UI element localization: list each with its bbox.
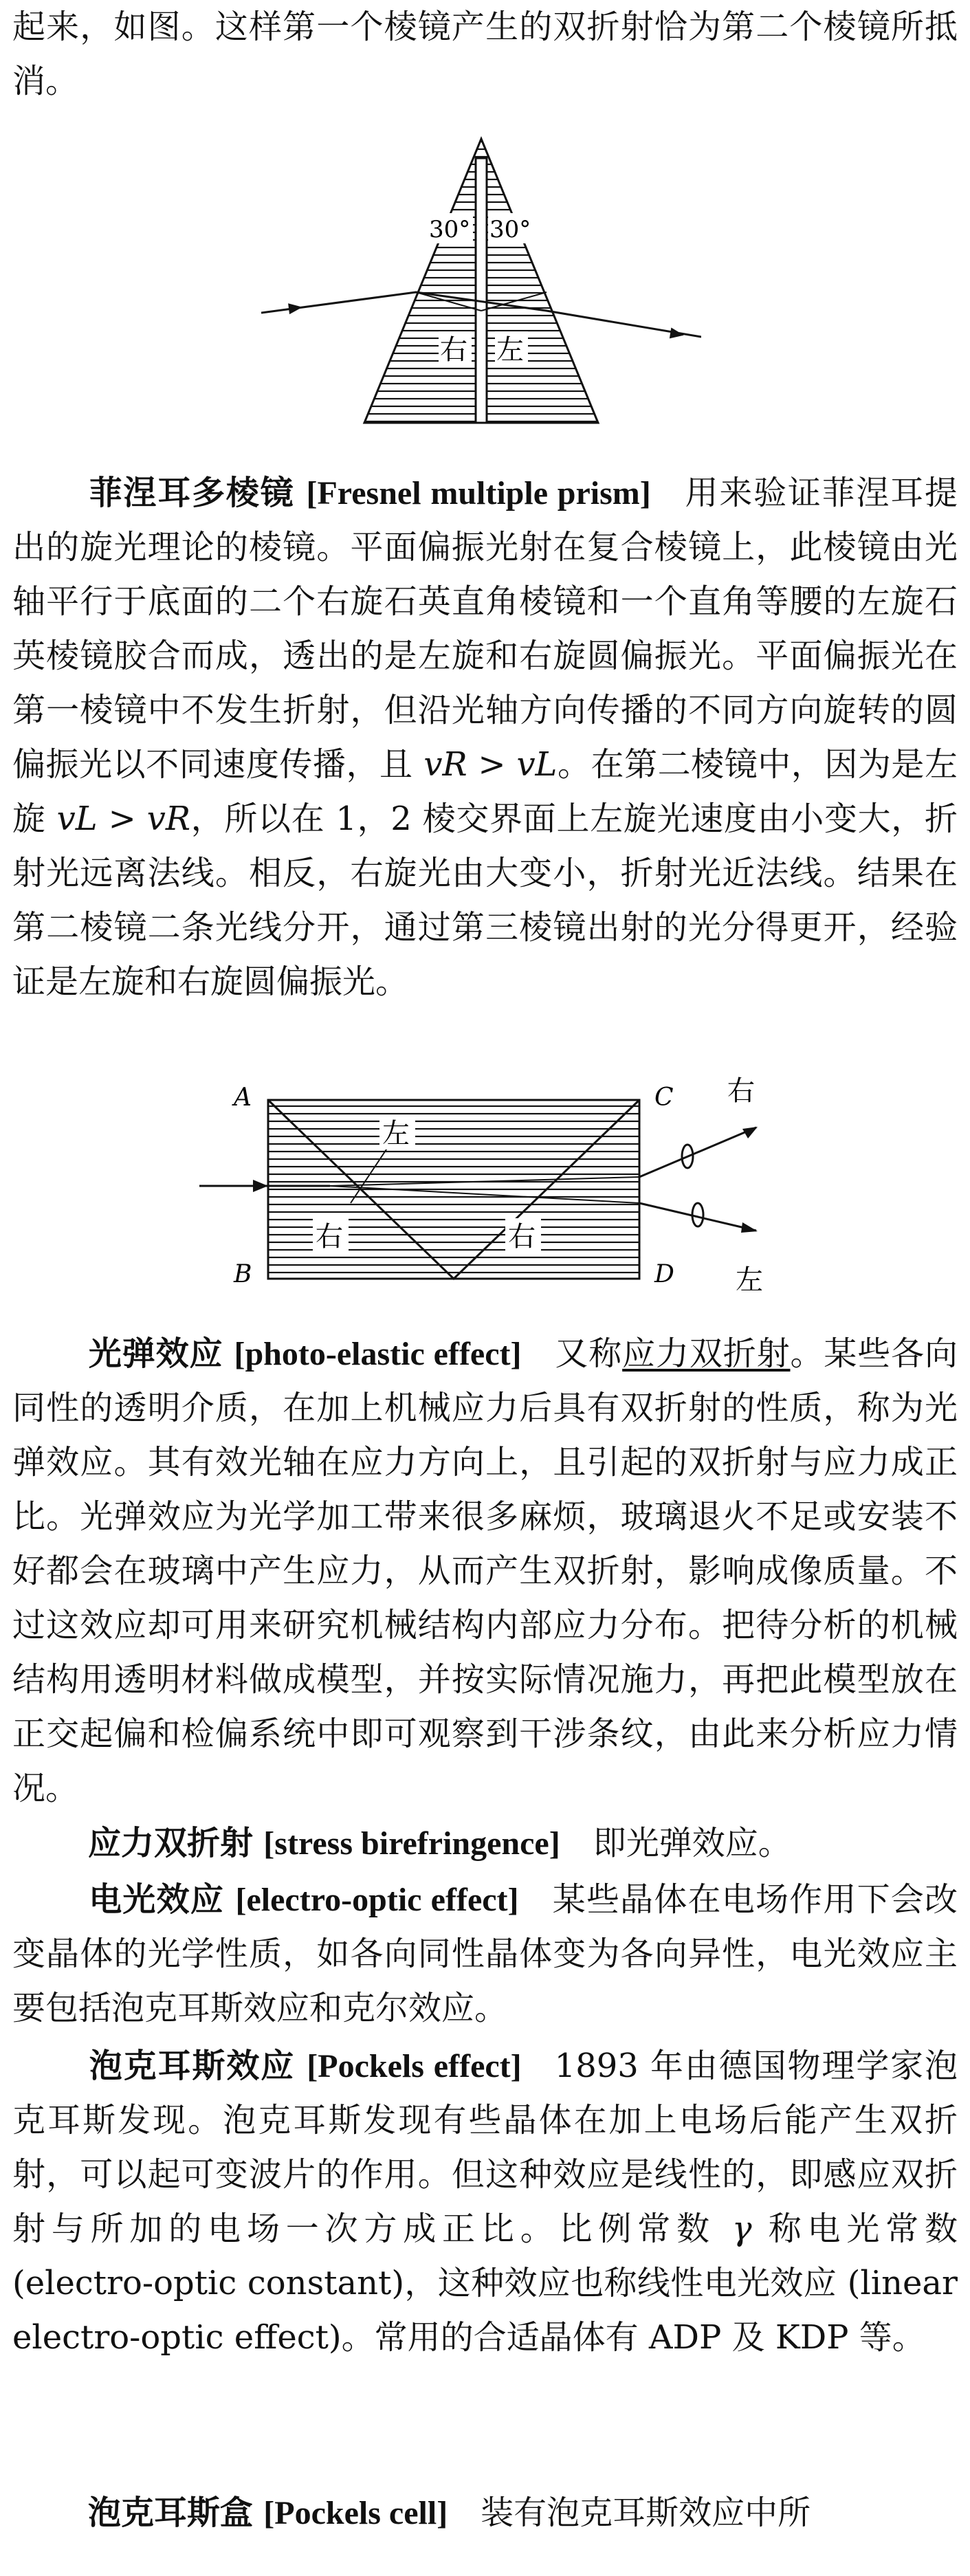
fresnel-english: [Fresnel multiple prism] xyxy=(306,475,651,511)
stress-paragraph xyxy=(12,1816,958,1871)
stress-english: [stress birefringence] xyxy=(263,1825,560,1862)
pockels-gamma: γ xyxy=(731,2210,752,2248)
fresnel-term: 菲涅耳多棱镜 xyxy=(88,474,295,512)
fresnel-prism-figure xyxy=(192,1072,797,1299)
figure2-label-right-1: 右 xyxy=(316,1221,343,1253)
intro-paragraph xyxy=(12,0,958,109)
figure2-label-right-2: 右 xyxy=(508,1221,536,1253)
photoelastic-paragraph xyxy=(12,1327,958,1816)
prism-triangle-figure xyxy=(261,131,701,433)
vertex-label-d: D xyxy=(654,1260,674,1288)
fresnel-body-a: 用来验证菲涅耳提出的旋光理论的棱镜。平面偏振光射在复合棱镜上，此棱镜由光轴平行于底面的二个右旋石英直角棱镜和一个直角等腰的左旋石英棱镜胶合而成，透出的是左旋和右旋圆偏振光。平面偏振光在第一棱镜中不发生折射，但沿光轴方向传播的不同方向旋转的圆偏振光以不同速度传播，且 xyxy=(12,474,958,784)
vertex-label-a: A xyxy=(234,1083,252,1112)
vertex-label-b: B xyxy=(234,1260,252,1288)
pockelscell-english: [Pockels cell] xyxy=(263,2495,448,2531)
output-label-left: 左 xyxy=(736,1264,763,1296)
stress-birefringence-link[interactable]: 应力双折射 xyxy=(622,1334,791,1373)
electrooptic-paragraph xyxy=(12,1873,958,2036)
photoelastic-english: [photo-elastic effect] xyxy=(234,1336,522,1372)
fresnel-math-a: vR > vL xyxy=(423,745,558,784)
electrooptic-body: 某些晶体在电场作用下会改变晶体的光学性质，如各向同性晶体变为各向异性，电光效应主要包括泡克耳斯效应和克尔效应。 xyxy=(12,1880,958,2027)
pockels-term: 泡克耳斯效应 xyxy=(88,2047,296,2085)
pockelscell-term: 泡克耳斯盒 xyxy=(88,2494,254,2532)
pockels-paragraph xyxy=(12,2039,958,2365)
photoelastic-term: 光弹效应 xyxy=(88,1334,223,1373)
electrooptic-english: [electro-optic effect] xyxy=(235,1882,519,1918)
fresnel-body-c: ，所以在 1，2 棱交界面上左旋光速度由小变大，折射光远离法线。相反，右旋光由大变小，折射光近法线。结果在第二棱镜二条光线分开，通过第三棱镜出射的光分得更开，经验证是左旋和右旋圆偏振光。 xyxy=(12,800,958,1001)
pockels-body-b: 称电光常数 (electro-optic constant)，这种效应也称线性电光效应 (linear electro-optic effect)。常用的合适晶体有 ADP 及 KDP 等。 xyxy=(12,2210,958,2357)
figure2-label-left: 左 xyxy=(382,1118,410,1149)
pockelscell-paragraph xyxy=(12,2486,958,2540)
output-label-right: 右 xyxy=(727,1075,755,1107)
angle-label-right: 30° xyxy=(489,216,531,243)
pockelscell-body: 装有泡克耳斯效应中所 xyxy=(481,2494,811,2532)
intro-text: 起来，如图。这样第一个棱镜产生的双折射恰为第二个棱镜所抵消。 xyxy=(12,8,958,100)
stress-term: 应力双折射 xyxy=(88,1824,254,1862)
photoelastic-lead: 又称 xyxy=(554,1334,623,1373)
stress-body: 即光弹效应。 xyxy=(593,1824,791,1862)
figure1-label-left: 左 xyxy=(496,334,524,366)
pockels-body-a: 1893 年由德国物理学家泡克耳斯发现。泡克耳斯发现有些晶体在加上电场后能产生双折射，可以起可变波片的作用。但这种效应是线性的，即感应双折射与所加的电场一次方成正比。比例常数 xyxy=(12,2047,958,2248)
fresnel-math-b: vL > vR xyxy=(56,800,190,838)
vertex-label-c: C xyxy=(654,1083,674,1112)
pockels-english: [Pockels effect] xyxy=(307,2048,522,2084)
fresnel-body-b: 。在第二棱镜中，因为是左旋 xyxy=(12,745,958,838)
angle-label-left: 30° xyxy=(429,216,471,243)
photoelastic-body: 。某些各向同性的透明介质，在加上机械应力后具有双折射的性质，称为光弹效应。其有效光轴在应力方向上，且引起的双折射与应力成正比。光弹效应为光学加工带来很多麻烦，玻璃退火不足或安装不好都会在玻璃中产生应力，从而产生双折射，影响成像质量。不过这效应却可用来研究机械结构内部应力分布。把待分析的机械结构用透明材料做成模型，并按实际情况施力，再把此模型放在正交起偏和检偏系统中即可观察到干涉条纹，由此来分析应力情况。 xyxy=(12,1334,958,1807)
fresnel-paragraph xyxy=(12,466,958,1009)
electrooptic-term: 电光效应 xyxy=(88,1880,225,1919)
figure1-label-right: 右 xyxy=(440,334,467,366)
